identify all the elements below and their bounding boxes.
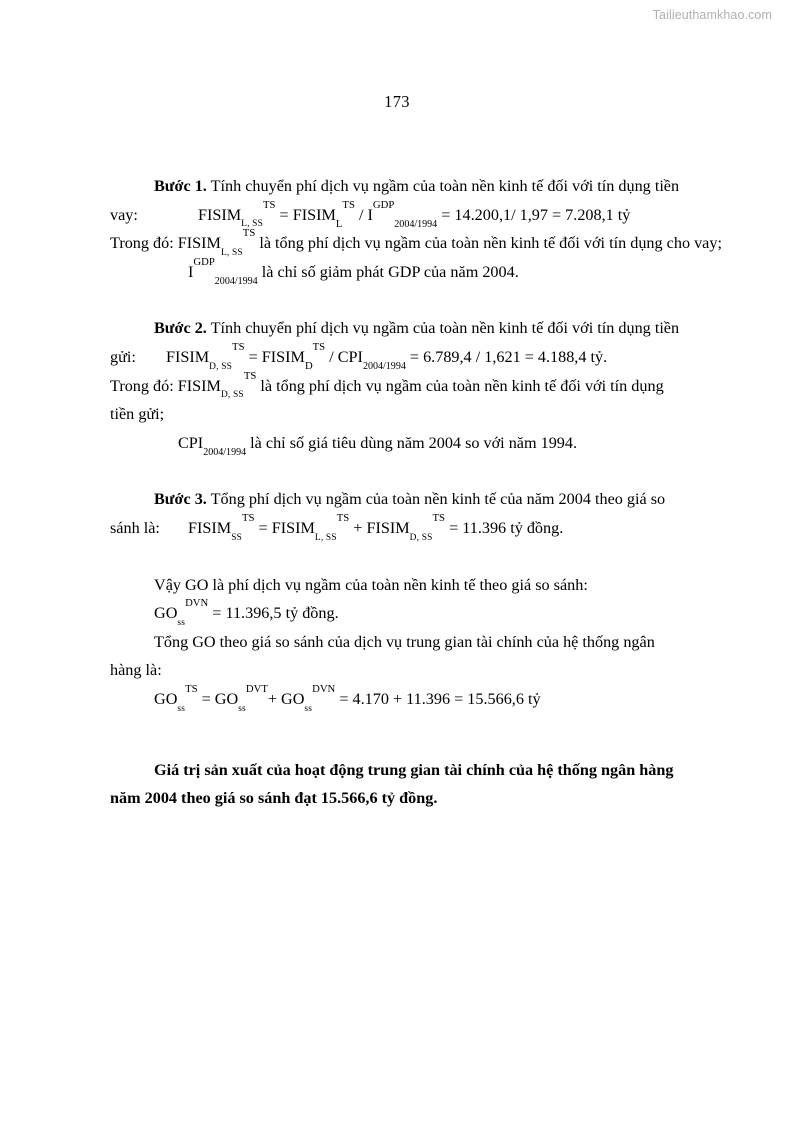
step2-def-symbol: CPI — [178, 433, 204, 452]
step1-def-symbol-sub: 2004/1994 — [214, 275, 258, 287]
step2-def-text: là chỉ số giá tiêu dùng năm 2004 so với năm 1994. — [246, 433, 578, 452]
step2-eq-result: = 6.789,4 / 1,621 = 4.188,4 tỷ. — [409, 347, 608, 366]
step3-equation-line — [110, 514, 722, 543]
step3-eq-lhs-base: FISIM — [188, 518, 232, 537]
step1-eq-rhs1-sup: TS — [342, 198, 355, 211]
step2-def-symbol-sub: 2004/1994 — [203, 446, 247, 458]
go-dvn2-sup: DVN — [312, 682, 336, 695]
step1-eq-lhs-sup: TS — [263, 198, 276, 211]
step2-definition-line — [110, 429, 722, 458]
conclusion-equation-1 — [110, 599, 722, 628]
go-ts-plus: + GO — [267, 689, 305, 708]
step1-eq-rhs1-sub: L — [335, 217, 343, 230]
step2-note-prefix: Trong đó: FISIM — [110, 376, 221, 395]
go-ts-sub: ss — [177, 703, 186, 714]
step2-eq-lhs-sub: D, SS — [209, 361, 233, 372]
site-watermark: Tailieuthamkhao.com — [652, 8, 772, 22]
step1-heading-text: Tính chuyển phí dịch vụ ngầm của toàn nền kinh tế đối với tín dụng tiền — [210, 177, 680, 195]
document-body — [110, 172, 722, 813]
step2-note-sup: TS — [243, 369, 257, 382]
step2-heading-text: Tính chuyển phí dịch vụ ngầm của toàn nền kinh tế đối với tín dụng tiền — [210, 319, 680, 338]
final-statement-line-2: năm 2004 theo giá so sánh đạt 15.566,6 tỷ đồng. — [110, 789, 438, 808]
go-dvn2-sub: ss — [304, 703, 313, 714]
step1-heading — [110, 172, 722, 201]
step1-note-sub: L, SS — [220, 248, 243, 259]
final-statement-line-1: Giá trị sản xuất của hoạt động trung gian tài chính của hệ thống ngân hàng — [154, 760, 674, 779]
step1-note — [110, 229, 722, 258]
step1-note-sup: TS — [242, 227, 256, 240]
step3-eq-plus: + FISIM — [353, 518, 410, 537]
step3-eq-op1: = FISIM — [258, 518, 315, 537]
step3-eq-lhs-sub: SS — [231, 532, 243, 543]
go-ts-result: = 4.170 + 11.396 = 15.566,6 tỷ — [339, 689, 541, 708]
step1-eq-result: = 14.200,1/ 1,97 = 7.208,1 tỷ — [441, 205, 631, 224]
step1-eq-lhs-sub: L, SS — [241, 219, 263, 230]
step3-eq-rhs2-sub: D, SS — [409, 532, 433, 543]
step2-eq-op1: = FISIM — [248, 347, 305, 366]
step1-eq-divider: / I — [358, 205, 373, 224]
step2-heading — [110, 314, 722, 343]
step1-eq-lhs-base: FISIM — [197, 205, 242, 224]
step3-equation — [188, 512, 564, 543]
go-dvn-sup: DVN — [185, 597, 209, 610]
step3-eq-rhs1-sub: L, SS — [314, 532, 337, 543]
conclusion-line-1: Vậy GO là phí dịch vụ ngầm của toàn nền kinh tế theo giá so sánh: — [154, 575, 588, 594]
step2-equation — [165, 341, 608, 373]
go-ts-sup: TS — [185, 682, 198, 695]
conclusion-line-2: Tổng GO theo giá so sánh của dịch vụ trung gian tài chính của hệ thống ngân — [154, 632, 655, 651]
step1-def-text: là chỉ số giảm phát GDP của năm 2004. — [257, 262, 519, 281]
step2-continuation-word: gửi: — [110, 347, 136, 366]
step3-eq-lhs-sup: TS — [242, 512, 255, 524]
step3-eq-result: = 11.396 tỷ đồng. — [449, 518, 564, 537]
conclusion-line-2-continued: hàng là: — [110, 661, 162, 680]
page-number: 173 — [384, 92, 410, 111]
step3-eq-rhs1-sup: TS — [336, 512, 350, 524]
step3-eq-rhs2-sup: TS — [432, 512, 446, 524]
step1-continuation-word: vay: — [110, 205, 138, 224]
step2-eq-rhs1-sub: D — [304, 360, 313, 373]
step2-note — [110, 369, 722, 401]
step2-eq-index-sub: 2004/1994 — [362, 361, 406, 372]
step1-note-prefix: Trong đó: FISIM — [110, 234, 221, 253]
step1-equation-line — [110, 198, 722, 230]
go-dvt-sub: ss — [238, 703, 246, 714]
step1-def-symbol-sup: GDP — [193, 255, 215, 268]
step3-heading — [110, 485, 722, 514]
go-dvn-base: GO — [154, 604, 178, 623]
step2-label: Bước 2. — [154, 319, 207, 338]
step1-note-body: là tổng phí dịch vụ ngầm của toàn nền kinh tế đối với tín dụng cho vay; — [255, 234, 722, 253]
go-dvt-sup: DVT — [245, 682, 268, 695]
step3-label: Bước 3. — [154, 490, 207, 509]
step3-continuation-word: sánh là: — [110, 518, 160, 537]
go-ts-base: GO — [154, 689, 178, 708]
step1-eq-index-sup: GDP — [372, 198, 395, 211]
go-dvn-sub: ss — [177, 617, 186, 628]
step2-eq-lhs-base: FISIM — [165, 347, 210, 366]
step2-equation-line — [110, 343, 722, 372]
step2-note-continued: tiền gửi; — [110, 405, 165, 424]
step2-eq-lhs-sup: TS — [232, 341, 245, 354]
step3-heading-text: Tổng phí dịch vụ ngầm của toàn nền kinh tế của năm 2004 theo giá so — [210, 490, 666, 509]
conclusion-equation-2 — [110, 682, 722, 714]
step1-definition-line — [110, 255, 722, 287]
step1-label: Bước 1. — [154, 177, 207, 195]
step1-equation — [197, 198, 631, 230]
step1-eq-op1: = FISIM — [279, 205, 336, 224]
step2-eq-divider: / CPI — [329, 347, 363, 366]
step2-eq-rhs1-sup: TS — [312, 341, 326, 354]
step1-def-symbol: I — [188, 262, 194, 281]
step1-eq-index-sub: 2004/1994 — [394, 218, 438, 230]
go-dvn-result: = 11.396,5 tỷ đồng. — [212, 604, 339, 623]
step2-note-line1: là tổng phí dịch vụ ngầm của toàn nền kinh tế đối với tín dụng — [256, 376, 664, 395]
go-ts-eq: = GO — [201, 689, 239, 708]
step2-note-sub: D, SS — [220, 390, 244, 401]
